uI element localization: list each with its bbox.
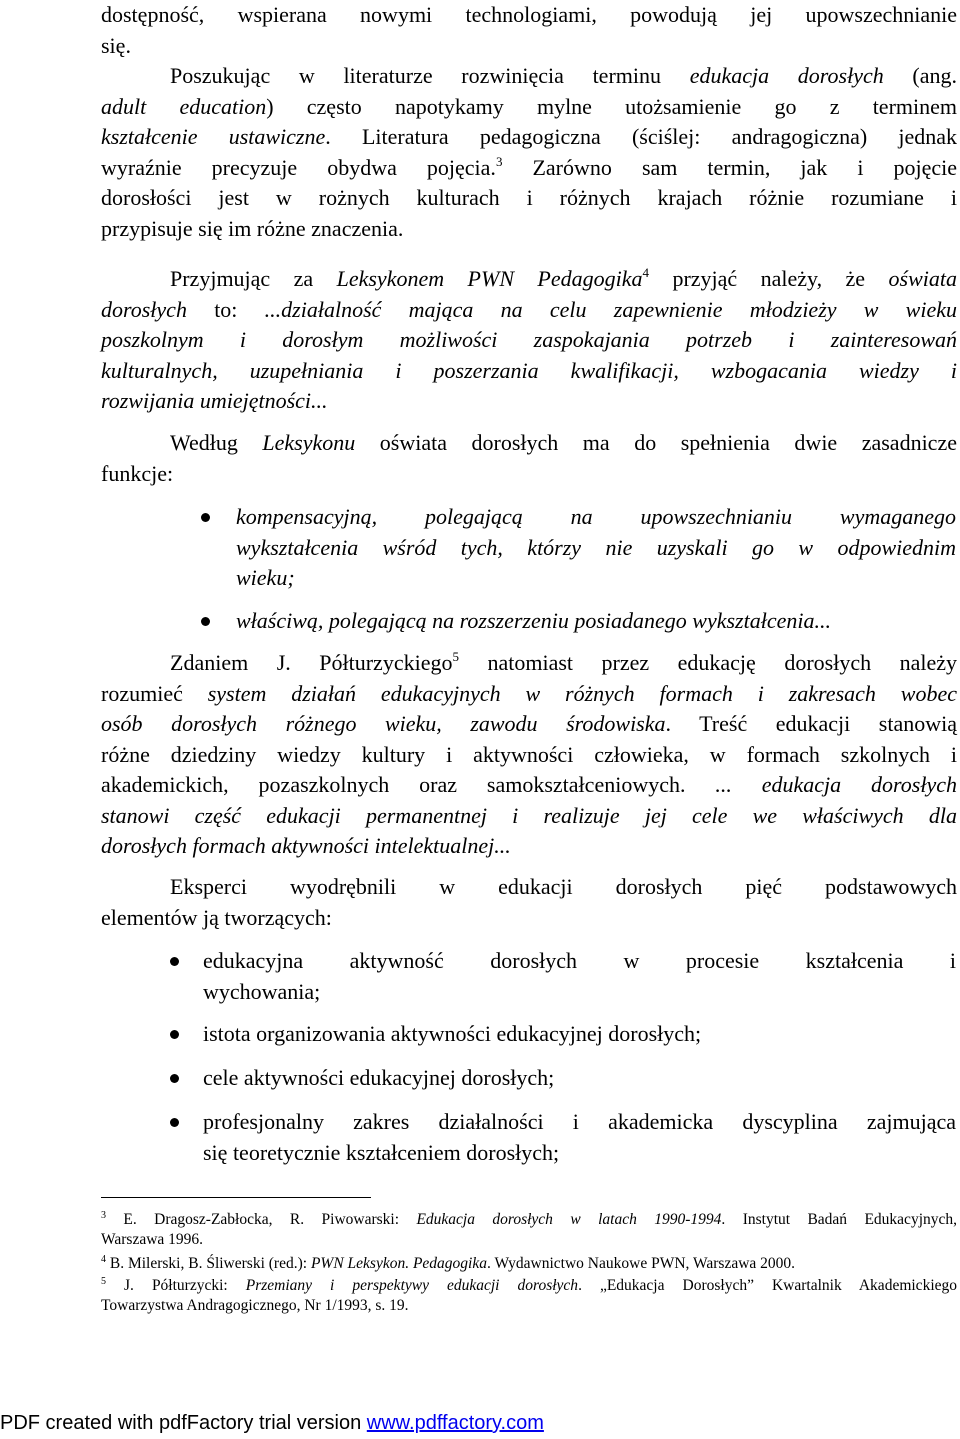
bullet-icon (170, 1030, 179, 1039)
footnote-ref-4: 4 (642, 265, 650, 280)
list-item: kompensacyjną, polegającą na upowszechnianiu wymaganego wykształcenia wśród tych, którzy nie uzyskali go w odpowiednim wieku; (236, 504, 956, 590)
bullet-icon (201, 617, 210, 626)
bullet-icon (201, 513, 210, 522)
footnote-ref-3: 3 (495, 153, 503, 169)
footnote-5: $^5$ J. Półturzycki: Przemiany i perspektywy edukacji dorosłych. „Edukacja Dorosłych” Kwartalnik Akademickiego Towarzystwa Andragogicznego, Nr 1/1993, s. 19. (101, 1276, 957, 1314)
paragraph-5: Zdaniem J. Półturzyckiego$^5$ natomiast przez edukację dorosłych należy rozumieć system działań edukacyjnych w różnych formach i zakresach wobec osób dorosłych różnego wieku, zawodu środowiska. Treść edukacji stanowią różne dziedziny wiedzy kultury i aktywności człowieka, w formach szkolnych i akademickich, pozaszkolnych oraz samokształceniowych. ... edukacja dorosłych stanowi część edukacji permanentnej i realizuje jej cele we właściwych dla dorosłych formach aktywności intelektualnej... (101, 649, 958, 858)
footnote-3: $^3$ E. Dragosz-Zabłocka, R. Piwowarski: Edukacja dorosłych w latach 1990-1994. Instytut Badań Edukacyjnych, Warszawa 1996. (101, 1210, 957, 1248)
list-item: profesjonalny zakres działalności i akademicka dyscyplina zajmująca się teoretycznie kształceniem dorosłych; (203, 1109, 956, 1165)
paragraph-1: dostępność, wspierana nowymi technologiami, powodują jej upowszechnianie się. (101, 2, 957, 58)
list-item: edukacyjna aktywność dorosłych w procesie kształcenia i wychowania; (203, 948, 956, 1004)
pdffactory-link[interactable]: www.pdffactory.com (366, 1412, 544, 1434)
list-item: cele aktywności edukacyjnej dorosłych; (203, 1065, 555, 1090)
paragraph-3: Przyjmując za Leksykonem PWN Pedagogika$^4$ przyjąć należy, że oświata dorosłych to: ...działalność mająca na celu zapewnienie młodzieży w wieku poszkolnym i dorosłym możliwości zaspokajania potrzeb i zainteresowań kulturalnych, uzupełniania i poszerzania kwalifikacji, wzbogacania wiedzy i rozwijania umiejętności... (101, 265, 957, 413)
footnote-4: $^4$ B. Milerski, B. Śliwerski (red.): PWN Leksykon. Pedagogika. Wydawnictwo Naukowe PWN, Warszawa 2000. (101, 1254, 796, 1272)
bullet-icon (170, 1118, 179, 1127)
pdf-watermark-footer: PDF created with pdfFactory trial version www.pdffactory.com (0, 1412, 544, 1434)
bullet-icon (170, 957, 179, 966)
footnote-divider (101, 1197, 371, 1198)
list-item: właściwą, polegającą na rozszerzeniu posiadanego wykształcenia... (236, 608, 831, 633)
paragraph-6: Eksperci wyodrębnili w edukacji dorosłych pięć podstawowych elementów ją tworzących: (101, 874, 957, 930)
paragraph-2: Poszukując w literaturze rozwinięcia terminu edukacja dorosłych (ang. adult education) często napotykamy mylne utożsamienie go z terminem kształcenie ustawiczne. Literatura pedagogiczna (ściślej: andragogiczna) jednak wyraźnie precyzuje obydwa pojęcia.$^3$ Zarówno sam termin, jak i pojęcie dorosłości jest w rożnych kulturach i różnych krajach różnie rozumiane i przypisuje się im różne znaczenia. (101, 63, 958, 241)
bullet-icon (170, 1074, 179, 1083)
footnote-ref-5: 5 (452, 649, 459, 664)
list-item: istota organizowania aktywności edukacyjnej dorosłych; (203, 1021, 702, 1046)
paragraph-4: Według Leksykonu oświata dorosłych ma do spełnienia dwie zasadnicze funkcje: (101, 430, 957, 486)
